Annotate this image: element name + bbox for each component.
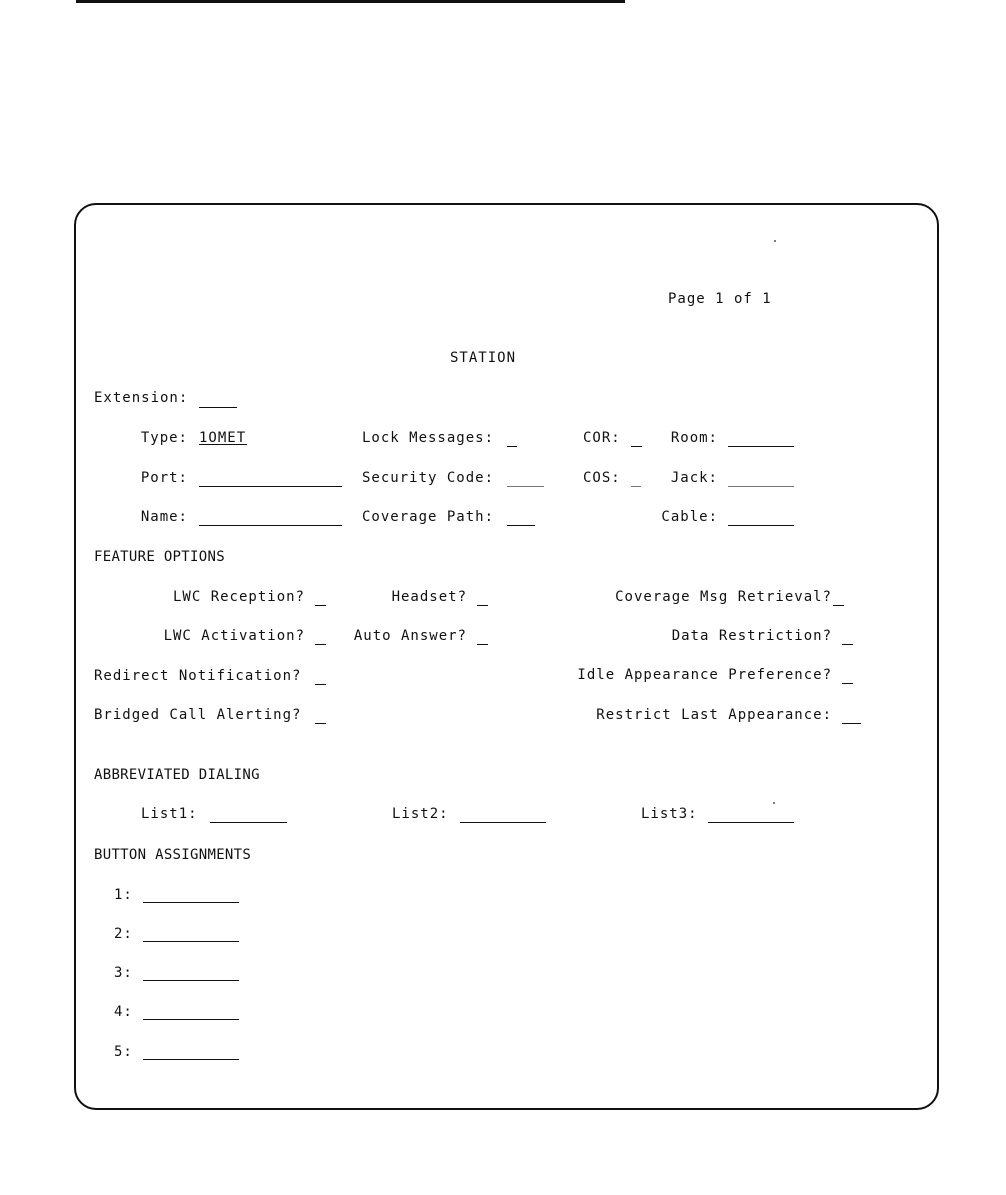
idle-appearance-preference-label: Idle Appearance Preference? xyxy=(577,667,832,683)
redirect-notification-label: Redirect Notification? xyxy=(94,668,302,684)
idle-appearance-preference-field[interactable] xyxy=(842,670,853,684)
cos-field[interactable] xyxy=(631,473,641,487)
button-5-label: 5: xyxy=(114,1044,133,1060)
room-label: Room: xyxy=(670,430,718,446)
port-field[interactable] xyxy=(199,473,342,487)
button-1-label: 1: xyxy=(114,887,133,903)
lwc-reception-label: LWC Reception? xyxy=(172,589,305,605)
list3-field[interactable] xyxy=(708,809,794,823)
coverage-path-field[interactable] xyxy=(507,512,535,526)
headset-field[interactable] xyxy=(477,592,488,606)
auto-answer-label: Auto Answer? xyxy=(353,628,467,644)
top-rule xyxy=(76,0,625,3)
coverage-msg-retrieval-label: Coverage Msg Retrieval? xyxy=(615,589,832,605)
jack-field[interactable] xyxy=(728,473,794,487)
lock-messages-label: Lock Messages: xyxy=(362,430,495,446)
list3-label: List3: xyxy=(641,806,698,822)
coverage-path-label: Coverage Path: xyxy=(362,509,495,525)
button-3-field[interactable] xyxy=(143,967,239,981)
button-2-label: 2: xyxy=(114,926,133,942)
print-speck xyxy=(773,802,775,804)
bridged-call-alerting-field[interactable] xyxy=(315,710,326,724)
cable-label: Cable: xyxy=(661,509,718,525)
bridged-call-alerting-label: Bridged Call Alerting? xyxy=(94,707,302,723)
button-4-label: 4: xyxy=(114,1004,133,1020)
data-restriction-label: Data Restriction? xyxy=(671,628,832,644)
button-assignments-heading: BUTTON ASSIGNMENTS xyxy=(94,847,252,863)
feature-options-heading: FEATURE OPTIONS xyxy=(94,549,225,565)
cos-label: COS: xyxy=(583,470,621,486)
list1-field[interactable] xyxy=(210,809,287,823)
type-label: Type: xyxy=(140,430,188,446)
list2-label: List2: xyxy=(392,806,449,822)
restrict-last-appearance-field[interactable] xyxy=(842,710,861,724)
auto-answer-field[interactable] xyxy=(477,631,488,645)
room-field[interactable] xyxy=(728,433,794,447)
button-4-field[interactable] xyxy=(143,1006,239,1020)
port-label: Port: xyxy=(140,470,188,486)
extension-label: Extension: xyxy=(94,390,189,406)
headset-label: Headset? xyxy=(391,589,467,605)
data-restriction-field[interactable] xyxy=(842,631,853,645)
button-3-label: 3: xyxy=(114,965,133,981)
type-field[interactable]: 1OMET xyxy=(199,430,247,446)
name-label: Name: xyxy=(140,509,188,525)
button-1-field[interactable] xyxy=(143,889,239,903)
coverage-msg-retrieval-field[interactable] xyxy=(833,592,844,606)
lwc-reception-field[interactable] xyxy=(315,592,326,606)
form-title: STATION xyxy=(450,350,517,366)
button-2-field[interactable] xyxy=(143,928,239,942)
security-code-label: Security Code: xyxy=(362,470,495,486)
security-code-field[interactable] xyxy=(507,473,544,487)
restrict-last-appearance-label: Restrict Last Appearance: xyxy=(596,707,832,723)
button-5-field[interactable] xyxy=(143,1046,239,1060)
lock-messages-field[interactable] xyxy=(507,433,517,447)
extension-field[interactable] xyxy=(199,394,237,408)
list1-label: List1: xyxy=(141,806,198,822)
lwc-activation-field[interactable] xyxy=(315,631,326,645)
list2-field[interactable] xyxy=(460,809,546,823)
lwc-activation-label: LWC Activation? xyxy=(163,628,305,644)
abbreviated-dialing-heading: ABBREVIATED DIALING xyxy=(94,767,260,783)
cable-field[interactable] xyxy=(728,512,794,526)
jack-label: Jack: xyxy=(670,470,718,486)
redirect-notification-field[interactable] xyxy=(315,671,326,685)
page-indicator: Page 1 of 1 xyxy=(668,291,772,307)
print-speck xyxy=(774,240,776,242)
cor-label: COR: xyxy=(583,430,621,446)
name-field[interactable] xyxy=(199,512,342,526)
cor-field[interactable] xyxy=(631,433,642,447)
